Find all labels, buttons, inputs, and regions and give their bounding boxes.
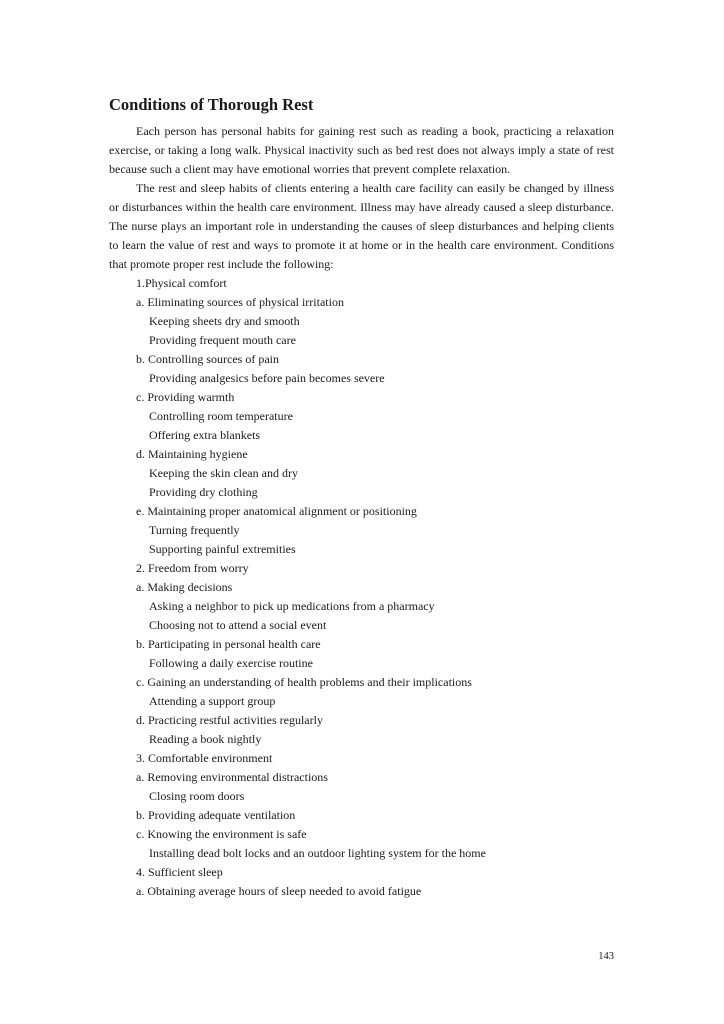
list-item-example: Supporting painful extremities <box>149 542 296 556</box>
section-title: Conditions of Thorough Rest <box>109 95 314 114</box>
body-paragraph: The rest and sleep habits of clients entering a health care facility can easily be changed by illness or disturbances within the health care environment. Illness may have already caused a sleep disturbance. The nurse plays an important role in understanding the causes of sleep disturbances and helping clients to learn the value of rest and ways to promote it at home or in the health care environment. Conditions that promote proper rest include the following: <box>109 181 614 271</box>
list-item-example: Controlling room temperature <box>149 409 293 423</box>
list-item-example: Offering extra blankets <box>149 428 261 442</box>
body-paragraph: Each person has personal habits for gaining rest such as reading a book, practicing a relaxation exercise, or taking a long walk. Physical inactivity such as bed rest does not always imply a state of rest because such a client may have emotional worries that prevent complete relaxation. <box>109 124 614 176</box>
list-item-heading: 3. Comfortable environment <box>136 751 273 765</box>
list-item-example: Installing dead bolt locks and an outdoor lighting system for the home <box>149 846 486 860</box>
list-item-heading: 1.Physical comfort <box>136 276 227 290</box>
list-item-example: Providing dry clothing <box>149 485 258 499</box>
list-item-example: Attending a support group <box>149 694 276 708</box>
list-item-example: Providing frequent mouth care <box>149 333 296 347</box>
list-item: a. Removing environmental distractions <box>136 770 328 784</box>
body-text <box>109 122 614 901</box>
list-item-example: Asking a neighbor to pick up medications from a pharmacy <box>149 599 435 613</box>
list-item-example: Closing room doors <box>149 789 245 803</box>
list-item-example: Keeping the skin clean and dry <box>149 466 298 480</box>
list-item: b. Controlling sources of pain <box>136 352 279 366</box>
list-item-heading: 2. Freedom from worry <box>136 561 249 575</box>
list-item: e. Maintaining proper anatomical alignment or positioning <box>136 504 417 518</box>
list-item-example: Following a daily exercise routine <box>149 656 313 670</box>
list-item: c. Providing warmth <box>136 390 235 404</box>
list-item: d. Practicing restful activities regularly <box>136 713 323 727</box>
list-item: a. Obtaining average hours of sleep needed to avoid fatigue <box>136 884 422 898</box>
page-number: 143 <box>598 951 614 962</box>
list-item-example: Keeping sheets dry and smooth <box>149 314 300 328</box>
list-item-example: Choosing not to attend a social event <box>149 618 327 632</box>
list-item-example: Turning frequently <box>149 523 240 537</box>
list-item: d. Maintaining hygiene <box>136 447 248 461</box>
list-item: b. Providing adequate ventilation <box>136 808 296 822</box>
list-item-example: Reading a book nightly <box>149 732 262 746</box>
list-item: b. Participating in personal health care <box>136 637 321 651</box>
list-item: c. Knowing the environment is safe <box>136 827 307 841</box>
list-item: a. Eliminating sources of physical irritation <box>136 295 344 309</box>
list-item-heading: 4. Sufficient sleep <box>136 865 223 879</box>
rest-conditions-list <box>109 274 614 901</box>
list-item: a. Making decisions <box>136 580 233 594</box>
list-item: c. Gaining an understanding of health problems and their implications <box>136 675 472 689</box>
list-item-example: Providing analgesics before pain becomes severe <box>149 371 385 385</box>
